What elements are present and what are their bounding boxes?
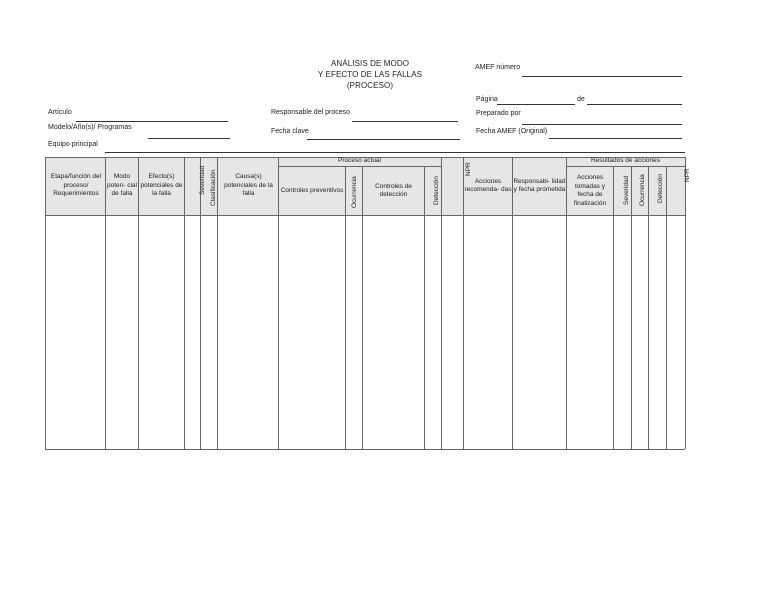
amef-date-label: Fecha AMEF (Original): [476, 128, 548, 135]
col-severity: Severidad: [199, 165, 206, 195]
col-detection: Detección: [433, 176, 440, 205]
page-label: Página: [476, 96, 498, 103]
process-owner-field[interactable]: [352, 121, 458, 122]
key-date-label: Fecha clave: [271, 128, 309, 135]
model-field[interactable]: [148, 138, 230, 139]
col-failure-mode: Modo poten- cial de falla: [107, 173, 137, 198]
prepared-by-label: Preparado por: [476, 110, 521, 117]
col-classification: Clasificación: [210, 169, 217, 206]
col-result-occurrence: Ocurrencia: [639, 174, 646, 206]
form-title: [300, 58, 440, 91]
col-rpn: NPR: [465, 162, 472, 176]
col-result-rpn: NPR: [684, 168, 691, 182]
col-failure-effects: Efecto(s) potenciales de la falla: [140, 173, 183, 198]
col-failure-causes: Causa(s) potenciales de la falla: [224, 173, 273, 198]
page-of-label: de: [577, 96, 585, 103]
amef-date-field[interactable]: [549, 138, 682, 139]
page-of-field[interactable]: [587, 104, 682, 105]
col-recommended-actions: Acciones recomenda- das: [464, 177, 512, 193]
prepared-by-field[interactable]: [522, 124, 682, 125]
amef-number-field[interactable]: [522, 76, 682, 77]
article-label: Artículo: [48, 109, 72, 116]
article-field[interactable]: [76, 121, 228, 122]
core-team-label: Equipo principal: [48, 141, 98, 148]
model-label: Modelo/Año(s)/ Programas: [48, 124, 132, 131]
amef-number-label: AMEF número: [475, 64, 521, 71]
col-occurrence: Ocurrencia: [351, 176, 358, 208]
title-line-2: Y EFECTO DE LAS FALLAS: [317, 70, 423, 79]
table-body[interactable]: [46, 216, 685, 449]
col-result-severity: Severidad: [623, 175, 630, 205]
process-owner-label: Responsable del proceso: [271, 109, 350, 116]
col-responsibility-date: Responsabi- lidad y fecha prometida: [513, 177, 566, 193]
current-process-heading: Proceso actual: [338, 157, 381, 165]
col-prevention-controls: Controles preventivos: [280, 186, 344, 194]
title-line-3: (PROCESO): [346, 81, 394, 90]
action-results-heading: Resultados de acciones: [590, 157, 660, 165]
col-process-step: Etapa/función del proceso/ Requerimientos: [50, 173, 102, 198]
col-actions-taken: Acciones tomadas y fecha de finalización: [573, 174, 607, 207]
col-detection-controls: Controles de detección: [375, 182, 412, 198]
col-result-detection: Detección: [657, 174, 664, 203]
title-line-1: ANÁLISIS DE MODO: [330, 59, 410, 68]
page-field[interactable]: [497, 104, 575, 105]
core-team-field[interactable]: [105, 152, 685, 153]
key-date-field[interactable]: [307, 139, 460, 140]
